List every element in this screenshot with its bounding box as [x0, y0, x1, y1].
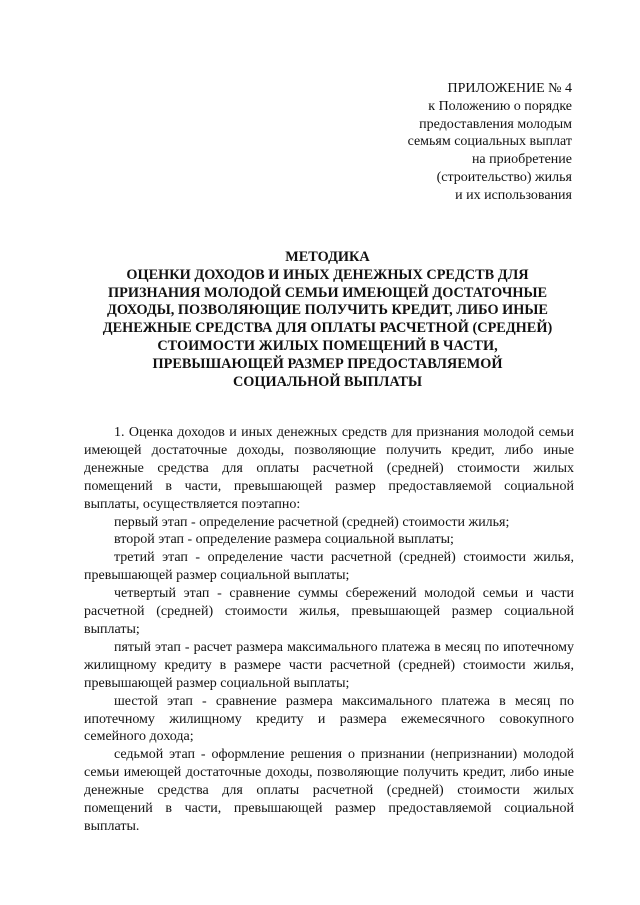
paragraph-stage-4: четвертый этап - сравнение суммы сбережений молодой семьи и части расчетной (средней) стоимости жилья, превышающей размер социальной выплаты;	[84, 586, 574, 637]
appendix-line: на приобретение	[471, 152, 572, 168]
appendix-number: ПРИЛОЖЕНИЕ № 4	[447, 81, 572, 96]
paragraph-stage-1: первый этап - определение расчетной (средней) стоимости жилья;	[114, 514, 510, 530]
title-line: СТОИМОСТИ ЖИЛЫХ ПОМЕЩЕНИЙ В ЧАСТИ,	[157, 337, 498, 354]
document-title	[80, 249, 575, 391]
document-body	[84, 424, 574, 836]
appendix-line: семьям социальных выплат	[407, 134, 572, 150]
title-line: ПРЕВЫШАЮЩЕЙ РАЗМЕР ПРЕДОСТАВЛЯЕМОЙ	[152, 355, 503, 372]
title-line: ДОХОДЫ, ПОЗВОЛЯЮЩИЕ ПОЛУЧИТЬ КРЕДИТ, ЛИБО ИНЫЕ	[107, 302, 548, 319]
title-line: СОЦИАЛЬНОЙ ВЫПЛАТЫ	[232, 373, 423, 390]
paragraph-stage-3: третий этап - определение части расчетной (средней) стоимости жилья, превышающей размер социальной выплаты;	[84, 550, 574, 584]
appendix-header	[380, 80, 572, 205]
appendix-line: и их использования	[455, 187, 572, 203]
paragraph-intro: 1. Оценка доходов и иных денежных средств для признания молодой семьи имеющей достаточные доходы, позволяющие получить кредит, либо иные денежные средства для оплаты расчетной (средней) стоимости жилых помещений в части, превышающей размер предоставляемой социальной выплаты, осуществляется поэтапно:	[84, 425, 574, 512]
appendix-line: предоставления молодым	[419, 116, 572, 132]
paragraph-stage-6: шестой этап - сравнение размера максимального платежа в месяц по ипотечному жилищному кредиту и размера ежемесячного совокупного семейного дохода;	[84, 693, 574, 745]
paragraph-stage-2: второй этап - определение размера социальной выплаты;	[114, 532, 454, 548]
title-line: ДЕНЕЖНЫЕ СРЕДСТВА ДЛЯ ОПЛАТЫ РАСЧЕТНОЙ (СРЕДНЕЙ)	[102, 320, 553, 337]
appendix-line: (строительство) жилья	[436, 169, 572, 185]
title-heading: МЕТОДИКА	[285, 249, 370, 265]
title-line: ПРИЗНАНИЯ МОЛОДОЙ СЕМЬИ ИМЕЮЩЕЙ ДОСТАТОЧНЫЕ	[107, 284, 548, 301]
appendix-line: к Положению о порядке	[428, 98, 572, 114]
paragraph-stage-7: седьмой этап - оформление решения о признании (непризнании) молодой семьи имеющей достаточные доходы, позволяющие получить кредит, либо иные денежные средства для оплаты расчетной (средней) стоимости жилых помещений в части, превышающей размер предоставляемой социальной выплаты.	[84, 747, 574, 834]
paragraph-stage-5: пятый этап - расчет размера максимального платежа в месяц по ипотечному жилищному кредиту в размере части расчетной (средней) стоимости жилья, превышающей размер социальной выплаты;	[84, 639, 574, 691]
title-line: ОЦЕНКИ ДОХОДОВ И ИНЫХ ДЕНЕЖНЫХ СРЕДСТВ ДЛЯ	[126, 266, 529, 283]
